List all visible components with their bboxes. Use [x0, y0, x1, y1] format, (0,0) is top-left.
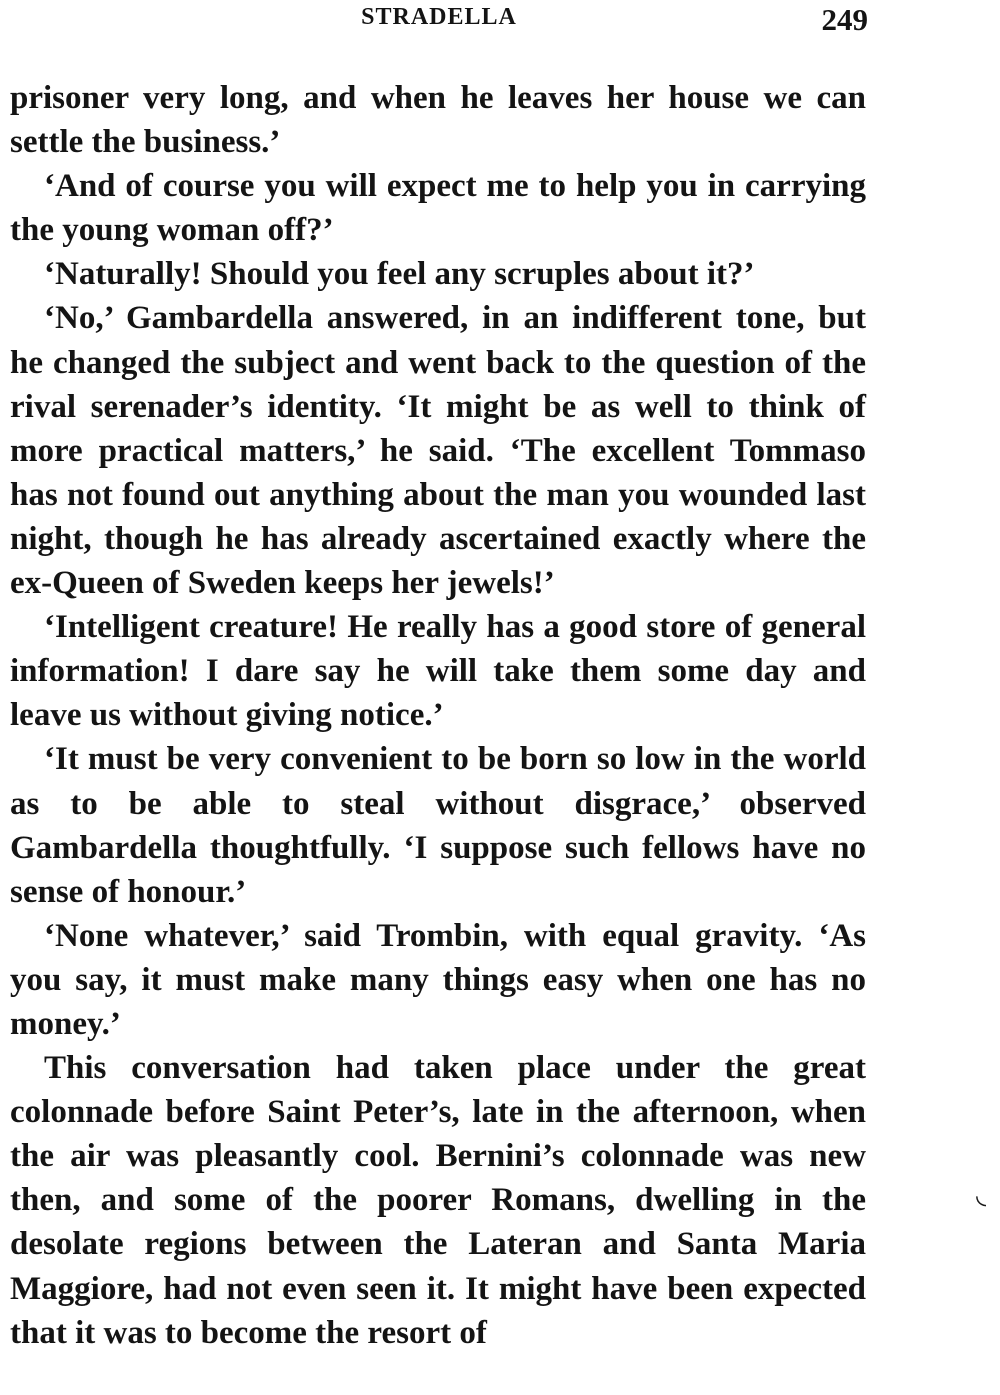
paragraph: ‘Intelligent creature! He really has a good store of general information! I dare say he will take them some day and leave us without giving notice.’ [10, 609, 866, 734]
paragraph: ‘Naturally! Should you feel any scruples about it?’ [44, 256, 755, 293]
paragraph: ‘No,’ Gambardella answered, in an indifferent tone, but he changed the subject and went back to the question of the rival serenader’s identity. ‘It might be as well to think of more practical matters,’ he said. ‘The excellent Tommaso has not found out anything about the man you wounded last night, though he has already ascertained exactly where the ex-Queen of Sweden keeps her jewels!’ [10, 300, 866, 602]
paragraph: ‘And of course you will expect me to help you in carrying the young woman off?’ [10, 168, 866, 249]
paragraph: ‘It must be very convenient to be born so low in the world as to be able to steal without disgrace,’ observed Gambardella thoughtfully. ‘I suppose such fellows have no sense of honour.’ [10, 741, 866, 910]
paragraph: ‘None whatever,’ said Trombin, with equal gravity. ‘As you say, it must make many things easy when one has no money.’ [10, 917, 866, 1042]
text-body [10, 76, 866, 1355]
running-title: STRADELLA [361, 4, 517, 30]
paragraph: This conversation had taken place under the great colonnade before Saint Peter’s, late in the afternoon, when the air was pleasantly cool. Bernini’s colonnade was new then, and some of the poorer Romans, dwelling in the desolate regions between the Lateran and Santa Maria Maggiore, had not even seen it. It might have been expected that it was to become the resort of [10, 1050, 866, 1351]
margin-mark: ◟ [976, 1180, 987, 1209]
page-number: 249 [821, 2, 868, 37]
paragraph-continued: prisoner very long, and when he leaves her house we can settle the business.’ [10, 80, 866, 161]
page-header [10, 2, 868, 42]
